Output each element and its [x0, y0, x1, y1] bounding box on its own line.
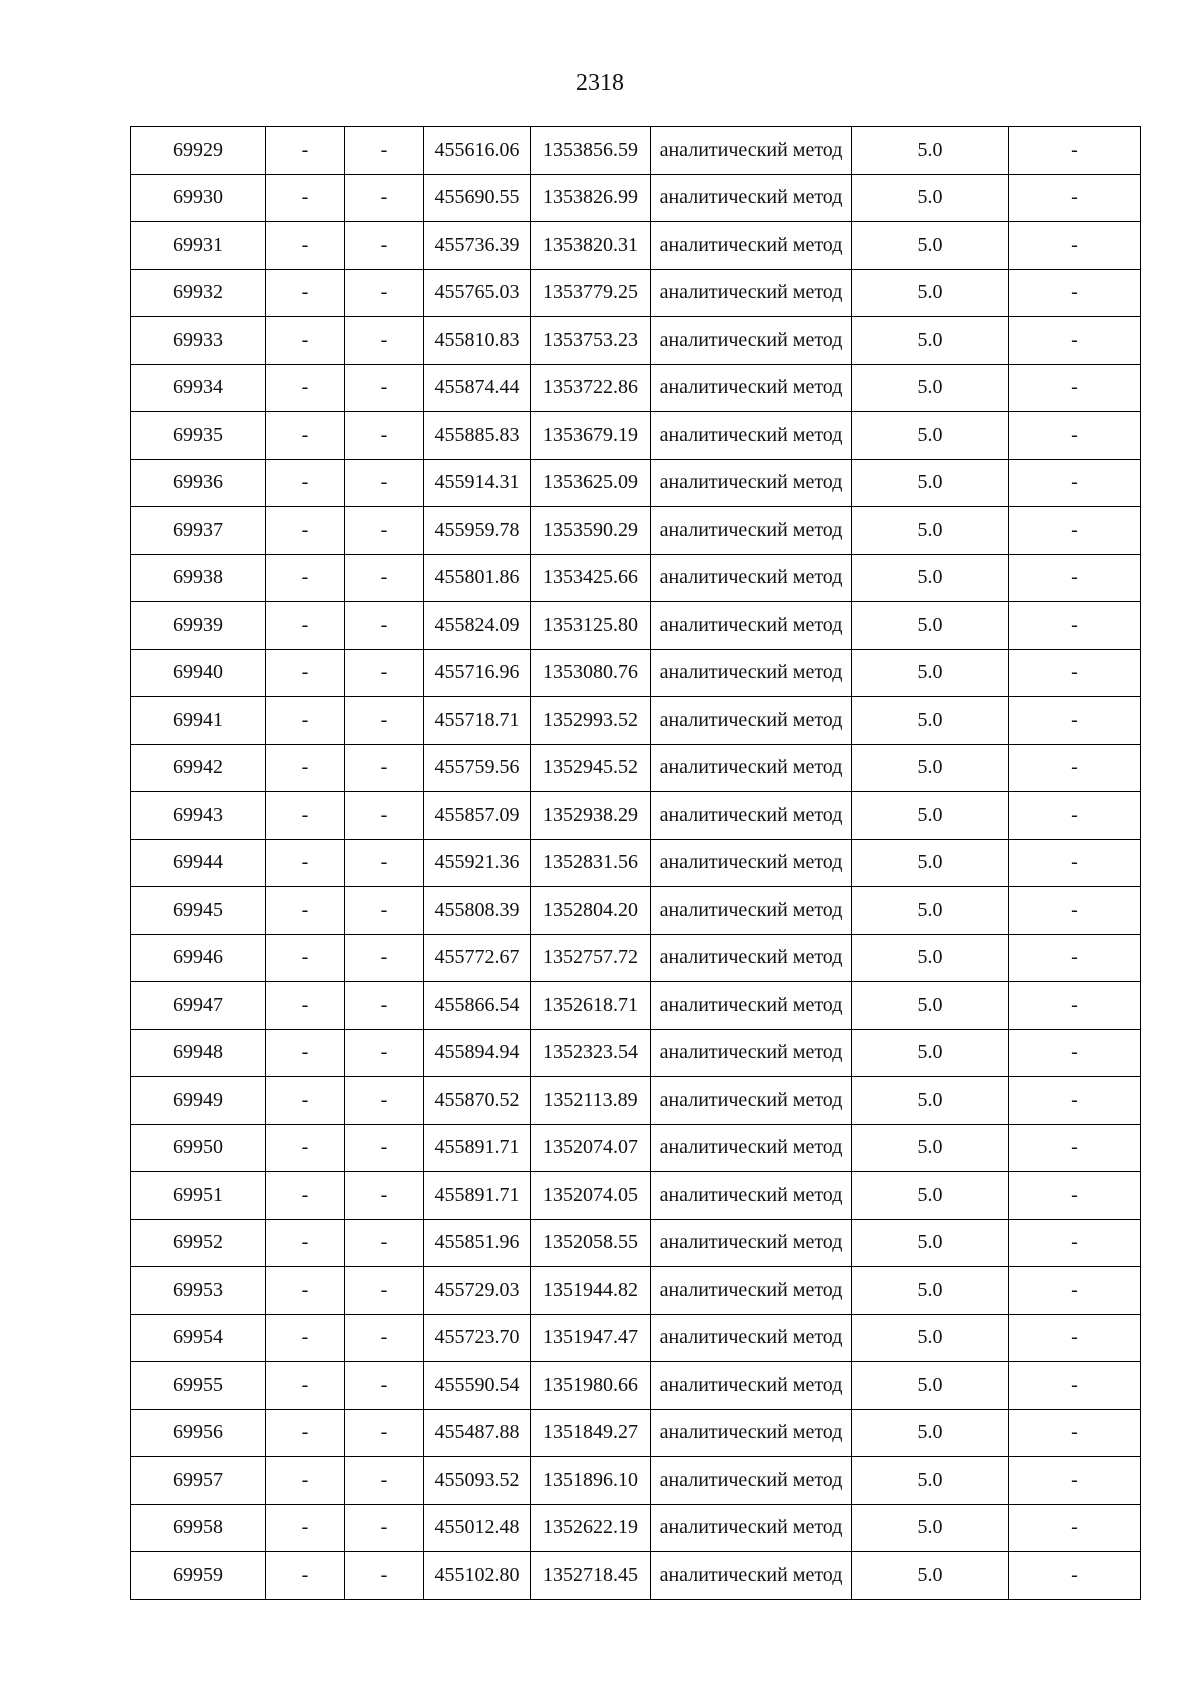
- table-row: [131, 554, 1141, 602]
- cell-col-8: -: [1009, 792, 1141, 840]
- cell-col-2: -: [266, 554, 345, 602]
- cell-coordinate-y: 1352323.54: [531, 1029, 651, 1077]
- cell-point-number: 69957: [131, 1457, 266, 1505]
- cell-coordinate-x: 455487.88: [424, 1409, 531, 1457]
- cell-accuracy: 5.0: [852, 174, 1009, 222]
- cell-method: аналитический метод: [651, 982, 852, 1030]
- cell-point-number: 69951: [131, 1172, 266, 1220]
- cell-col-3: -: [345, 1029, 424, 1077]
- table-body: [131, 127, 1141, 1600]
- table-row: [131, 507, 1141, 555]
- cell-coordinate-y: 1352993.52: [531, 697, 651, 745]
- cell-coordinate-y: 1353679.19: [531, 412, 651, 460]
- cell-col-2: -: [266, 1457, 345, 1505]
- cell-col-8: -: [1009, 1077, 1141, 1125]
- cell-method: аналитический метод: [651, 792, 852, 840]
- cell-coordinate-y: 1352945.52: [531, 744, 651, 792]
- cell-col-8: -: [1009, 1219, 1141, 1267]
- cell-col-3: -: [345, 887, 424, 935]
- cell-accuracy: 5.0: [852, 1409, 1009, 1457]
- cell-accuracy: 5.0: [852, 1457, 1009, 1505]
- cell-accuracy: 5.0: [852, 507, 1009, 555]
- cell-col-8: -: [1009, 554, 1141, 602]
- cell-accuracy: 5.0: [852, 1219, 1009, 1267]
- cell-coordinate-y: 1353080.76: [531, 649, 651, 697]
- cell-col-2: -: [266, 697, 345, 745]
- cell-coordinate-y: 1352831.56: [531, 839, 651, 887]
- cell-accuracy: 5.0: [852, 1172, 1009, 1220]
- cell-point-number: 69956: [131, 1409, 266, 1457]
- cell-coordinate-x: 455891.71: [424, 1124, 531, 1172]
- cell-accuracy: 5.0: [852, 1267, 1009, 1315]
- table-row: [131, 744, 1141, 792]
- cell-point-number: 69954: [131, 1314, 266, 1362]
- cell-col-3: -: [345, 602, 424, 650]
- cell-col-8: -: [1009, 364, 1141, 412]
- cell-coordinate-y: 1353125.80: [531, 602, 651, 650]
- cell-point-number: 69946: [131, 934, 266, 982]
- cell-coordinate-x: 455616.06: [424, 127, 531, 175]
- cell-method: аналитический метод: [651, 1314, 852, 1362]
- cell-col-8: -: [1009, 1172, 1141, 1220]
- table-row: [131, 602, 1141, 650]
- cell-col-8: -: [1009, 507, 1141, 555]
- cell-col-3: -: [345, 269, 424, 317]
- table-row: [131, 222, 1141, 270]
- table-row: [131, 364, 1141, 412]
- page-number: 2318: [576, 70, 624, 96]
- cell-coordinate-x: 455729.03: [424, 1267, 531, 1315]
- table-row: [131, 887, 1141, 935]
- cell-col-3: -: [345, 697, 424, 745]
- cell-method: аналитический метод: [651, 1362, 852, 1410]
- cell-col-3: -: [345, 1124, 424, 1172]
- cell-coordinate-x: 455959.78: [424, 507, 531, 555]
- cell-col-2: -: [266, 174, 345, 222]
- cell-accuracy: 5.0: [852, 554, 1009, 602]
- cell-col-3: -: [345, 1409, 424, 1457]
- cell-coordinate-x: 455690.55: [424, 174, 531, 222]
- cell-method: аналитический метод: [651, 222, 852, 270]
- cell-point-number: 69953: [131, 1267, 266, 1315]
- cell-point-number: 69938: [131, 554, 266, 602]
- cell-accuracy: 5.0: [852, 934, 1009, 982]
- cell-coordinate-x: 455765.03: [424, 269, 531, 317]
- table-row: [131, 269, 1141, 317]
- cell-accuracy: 5.0: [852, 792, 1009, 840]
- table-row: [131, 1172, 1141, 1220]
- cell-col-8: -: [1009, 1409, 1141, 1457]
- cell-coordinate-x: 455723.70: [424, 1314, 531, 1362]
- cell-col-8: -: [1009, 744, 1141, 792]
- cell-col-8: -: [1009, 1267, 1141, 1315]
- cell-col-3: -: [345, 222, 424, 270]
- cell-point-number: 69959: [131, 1552, 266, 1600]
- table-row: [131, 649, 1141, 697]
- cell-col-8: -: [1009, 602, 1141, 650]
- cell-point-number: 69933: [131, 317, 266, 365]
- cell-col-8: -: [1009, 1457, 1141, 1505]
- cell-accuracy: 5.0: [852, 1504, 1009, 1552]
- cell-point-number: 69958: [131, 1504, 266, 1552]
- cell-col-8: -: [1009, 317, 1141, 365]
- cell-accuracy: 5.0: [852, 412, 1009, 460]
- table-row: [131, 1409, 1141, 1457]
- table-row: [131, 459, 1141, 507]
- cell-coordinate-x: 455857.09: [424, 792, 531, 840]
- cell-method: аналитический метод: [651, 1219, 852, 1267]
- cell-col-3: -: [345, 317, 424, 365]
- cell-method: аналитический метод: [651, 934, 852, 982]
- cell-col-3: -: [345, 1219, 424, 1267]
- cell-col-8: -: [1009, 887, 1141, 935]
- cell-col-3: -: [345, 1267, 424, 1315]
- cell-col-2: -: [266, 1219, 345, 1267]
- cell-coordinate-y: 1351947.47: [531, 1314, 651, 1362]
- cell-col-2: -: [266, 1077, 345, 1125]
- cell-col-8: -: [1009, 649, 1141, 697]
- cell-col-3: -: [345, 649, 424, 697]
- cell-coordinate-x: 455866.54: [424, 982, 531, 1030]
- cell-method: аналитический метод: [651, 364, 852, 412]
- cell-col-3: -: [345, 174, 424, 222]
- cell-col-3: -: [345, 127, 424, 175]
- cell-method: аналитический метод: [651, 744, 852, 792]
- cell-method: аналитический метод: [651, 317, 852, 365]
- cell-method: аналитический метод: [651, 127, 852, 175]
- cell-col-8: -: [1009, 934, 1141, 982]
- cell-coordinate-x: 455874.44: [424, 364, 531, 412]
- cell-coordinate-x: 455914.31: [424, 459, 531, 507]
- cell-col-8: -: [1009, 459, 1141, 507]
- cell-col-8: -: [1009, 1314, 1141, 1362]
- cell-coordinate-x: 455102.80: [424, 1552, 531, 1600]
- cell-col-8: -: [1009, 1504, 1141, 1552]
- cell-col-2: -: [266, 1314, 345, 1362]
- cell-accuracy: 5.0: [852, 364, 1009, 412]
- cell-accuracy: 5.0: [852, 269, 1009, 317]
- cell-col-3: -: [345, 1077, 424, 1125]
- cell-col-8: -: [1009, 839, 1141, 887]
- cell-method: аналитический метод: [651, 697, 852, 745]
- cell-coordinate-y: 1352074.07: [531, 1124, 651, 1172]
- cell-col-2: -: [266, 649, 345, 697]
- cell-coordinate-y: 1353425.66: [531, 554, 651, 602]
- cell-col-8: -: [1009, 412, 1141, 460]
- cell-method: аналитический метод: [651, 887, 852, 935]
- cell-accuracy: 5.0: [852, 459, 1009, 507]
- cell-col-2: -: [266, 887, 345, 935]
- cell-coordinate-y: 1352113.89: [531, 1077, 651, 1125]
- cell-accuracy: 5.0: [852, 1124, 1009, 1172]
- cell-point-number: 69943: [131, 792, 266, 840]
- cell-col-3: -: [345, 982, 424, 1030]
- cell-coordinate-y: 1351849.27: [531, 1409, 651, 1457]
- cell-col-3: -: [345, 792, 424, 840]
- cell-col-8: -: [1009, 1124, 1141, 1172]
- cell-col-2: -: [266, 507, 345, 555]
- cell-point-number: 69941: [131, 697, 266, 745]
- cell-coordinate-x: 455093.52: [424, 1457, 531, 1505]
- cell-coordinate-y: 1352618.71: [531, 982, 651, 1030]
- cell-col-3: -: [345, 507, 424, 555]
- cell-col-3: -: [345, 744, 424, 792]
- cell-method: аналитический метод: [651, 269, 852, 317]
- cell-col-3: -: [345, 554, 424, 602]
- cell-col-3: -: [345, 934, 424, 982]
- cell-coordinate-x: 455894.94: [424, 1029, 531, 1077]
- cell-point-number: 69929: [131, 127, 266, 175]
- cell-coordinate-x: 455718.71: [424, 697, 531, 745]
- cell-coordinate-y: 1353856.59: [531, 127, 651, 175]
- cell-col-8: -: [1009, 1552, 1141, 1600]
- cell-accuracy: 5.0: [852, 1077, 1009, 1125]
- cell-coordinate-x: 455824.09: [424, 602, 531, 650]
- table-row: [131, 412, 1141, 460]
- cell-col-2: -: [266, 602, 345, 650]
- cell-col-2: -: [266, 1172, 345, 1220]
- cell-method: аналитический метод: [651, 839, 852, 887]
- cell-col-8: -: [1009, 697, 1141, 745]
- cell-point-number: 69955: [131, 1362, 266, 1410]
- cell-method: аналитический метод: [651, 1457, 852, 1505]
- cell-point-number: 69950: [131, 1124, 266, 1172]
- table-row: [131, 1457, 1141, 1505]
- cell-accuracy: 5.0: [852, 1362, 1009, 1410]
- cell-point-number: 69948: [131, 1029, 266, 1077]
- cell-col-2: -: [266, 744, 345, 792]
- cell-coordinate-x: 455891.71: [424, 1172, 531, 1220]
- cell-col-3: -: [345, 1504, 424, 1552]
- cell-accuracy: 5.0: [852, 887, 1009, 935]
- cell-coordinate-y: 1353590.29: [531, 507, 651, 555]
- cell-col-8: -: [1009, 174, 1141, 222]
- cell-method: аналитический метод: [651, 1409, 852, 1457]
- cell-col-2: -: [266, 412, 345, 460]
- cell-method: аналитический метод: [651, 1504, 852, 1552]
- cell-method: аналитический метод: [651, 1029, 852, 1077]
- cell-col-2: -: [266, 1409, 345, 1457]
- cell-method: аналитический метод: [651, 649, 852, 697]
- table-row: [131, 127, 1141, 175]
- cell-coordinate-y: 1352058.55: [531, 1219, 651, 1267]
- cell-col-2: -: [266, 982, 345, 1030]
- table-row: [131, 1077, 1141, 1125]
- cell-accuracy: 5.0: [852, 222, 1009, 270]
- cell-col-2: -: [266, 1029, 345, 1077]
- cell-col-2: -: [266, 1124, 345, 1172]
- cell-coordinate-y: 1351980.66: [531, 1362, 651, 1410]
- cell-method: аналитический метод: [651, 1267, 852, 1315]
- table-row: [131, 1029, 1141, 1077]
- cell-col-2: -: [266, 1362, 345, 1410]
- cell-col-3: -: [345, 1314, 424, 1362]
- cell-method: аналитический метод: [651, 1077, 852, 1125]
- cell-point-number: 69936: [131, 459, 266, 507]
- table-row: [131, 934, 1141, 982]
- cell-coordinate-y: 1352074.05: [531, 1172, 651, 1220]
- cell-col-2: -: [266, 934, 345, 982]
- cell-col-2: -: [266, 839, 345, 887]
- table-row: [131, 1219, 1141, 1267]
- cell-col-8: -: [1009, 1362, 1141, 1410]
- table-row: [131, 792, 1141, 840]
- cell-point-number: 69940: [131, 649, 266, 697]
- cell-accuracy: 5.0: [852, 127, 1009, 175]
- cell-point-number: 69931: [131, 222, 266, 270]
- table-row: [131, 174, 1141, 222]
- cell-coordinate-x: 455590.54: [424, 1362, 531, 1410]
- cell-col-2: -: [266, 222, 345, 270]
- cell-col-3: -: [345, 839, 424, 887]
- cell-col-8: -: [1009, 982, 1141, 1030]
- cell-coordinate-y: 1352718.45: [531, 1552, 651, 1600]
- cell-coordinate-x: 455716.96: [424, 649, 531, 697]
- cell-coordinate-y: 1352757.72: [531, 934, 651, 982]
- cell-point-number: 69932: [131, 269, 266, 317]
- table-row: [131, 839, 1141, 887]
- cell-method: аналитический метод: [651, 1552, 852, 1600]
- cell-col-3: -: [345, 1172, 424, 1220]
- cell-coordinate-x: 455772.67: [424, 934, 531, 982]
- cell-col-8: -: [1009, 127, 1141, 175]
- cell-col-3: -: [345, 1362, 424, 1410]
- table-row: [131, 1362, 1141, 1410]
- cell-coordinate-x: 455808.39: [424, 887, 531, 935]
- cell-accuracy: 5.0: [852, 649, 1009, 697]
- cell-coordinate-x: 455759.56: [424, 744, 531, 792]
- cell-col-2: -: [266, 792, 345, 840]
- cell-coordinate-y: 1352622.19: [531, 1504, 651, 1552]
- cell-point-number: 69949: [131, 1077, 266, 1125]
- cell-coordinate-y: 1352938.29: [531, 792, 651, 840]
- cell-coordinate-x: 455851.96: [424, 1219, 531, 1267]
- cell-method: аналитический метод: [651, 1124, 852, 1172]
- table-row: [131, 1124, 1141, 1172]
- cell-col-2: -: [266, 269, 345, 317]
- cell-col-3: -: [345, 364, 424, 412]
- cell-col-2: -: [266, 317, 345, 365]
- cell-coordinate-y: 1353826.99: [531, 174, 651, 222]
- cell-coordinate-x: 455801.86: [424, 554, 531, 602]
- cell-col-2: -: [266, 364, 345, 412]
- cell-col-8: -: [1009, 1029, 1141, 1077]
- cell-col-8: -: [1009, 222, 1141, 270]
- cell-accuracy: 5.0: [852, 744, 1009, 792]
- cell-point-number: 69942: [131, 744, 266, 792]
- cell-point-number: 69930: [131, 174, 266, 222]
- table-row: [131, 1552, 1141, 1600]
- cell-method: аналитический метод: [651, 412, 852, 460]
- cell-coordinate-x: 455736.39: [424, 222, 531, 270]
- cell-col-2: -: [266, 127, 345, 175]
- cell-coordinate-x: 455810.83: [424, 317, 531, 365]
- cell-coordinate-y: 1353625.09: [531, 459, 651, 507]
- cell-col-3: -: [345, 459, 424, 507]
- cell-method: аналитический метод: [651, 507, 852, 555]
- cell-accuracy: 5.0: [852, 839, 1009, 887]
- cell-coordinate-y: 1353753.23: [531, 317, 651, 365]
- cell-coordinate-x: 455012.48: [424, 1504, 531, 1552]
- cell-col-2: -: [266, 1504, 345, 1552]
- cell-coordinate-x: 455885.83: [424, 412, 531, 460]
- cell-accuracy: 5.0: [852, 317, 1009, 365]
- cell-accuracy: 5.0: [852, 1029, 1009, 1077]
- cell-coordinate-y: 1353820.31: [531, 222, 651, 270]
- cell-method: аналитический метод: [651, 554, 852, 602]
- table-row: [131, 1314, 1141, 1362]
- table-row: [131, 1504, 1141, 1552]
- cell-method: аналитический метод: [651, 174, 852, 222]
- cell-coordinate-y: 1353779.25: [531, 269, 651, 317]
- cell-col-2: -: [266, 1267, 345, 1315]
- cell-col-3: -: [345, 1457, 424, 1505]
- cell-accuracy: 5.0: [852, 602, 1009, 650]
- cell-coordinate-y: 1351896.10: [531, 1457, 651, 1505]
- cell-coordinate-x: 455921.36: [424, 839, 531, 887]
- cell-accuracy: 5.0: [852, 1314, 1009, 1362]
- cell-coordinate-y: 1351944.82: [531, 1267, 651, 1315]
- cell-point-number: 69939: [131, 602, 266, 650]
- cell-point-number: 69934: [131, 364, 266, 412]
- table-row: [131, 982, 1141, 1030]
- cell-col-3: -: [345, 1552, 424, 1600]
- table-row: [131, 697, 1141, 745]
- cell-col-2: -: [266, 459, 345, 507]
- cell-point-number: 69944: [131, 839, 266, 887]
- cell-accuracy: 5.0: [852, 982, 1009, 1030]
- table-row: [131, 317, 1141, 365]
- cell-col-3: -: [345, 412, 424, 460]
- cell-accuracy: 5.0: [852, 1552, 1009, 1600]
- cell-coordinate-y: 1352804.20: [531, 887, 651, 935]
- cell-col-2: -: [266, 1552, 345, 1600]
- cell-point-number: 69947: [131, 982, 266, 1030]
- cell-coordinate-y: 1353722.86: [531, 364, 651, 412]
- cell-method: аналитический метод: [651, 602, 852, 650]
- coordinates-table: [130, 126, 1141, 1600]
- cell-accuracy: 5.0: [852, 697, 1009, 745]
- cell-point-number: 69935: [131, 412, 266, 460]
- table-row: [131, 1267, 1141, 1315]
- cell-method: аналитический метод: [651, 1172, 852, 1220]
- cell-method: аналитический метод: [651, 459, 852, 507]
- cell-point-number: 69945: [131, 887, 266, 935]
- cell-coordinate-x: 455870.52: [424, 1077, 531, 1125]
- cell-point-number: 69952: [131, 1219, 266, 1267]
- cell-col-8: -: [1009, 269, 1141, 317]
- cell-point-number: 69937: [131, 507, 266, 555]
